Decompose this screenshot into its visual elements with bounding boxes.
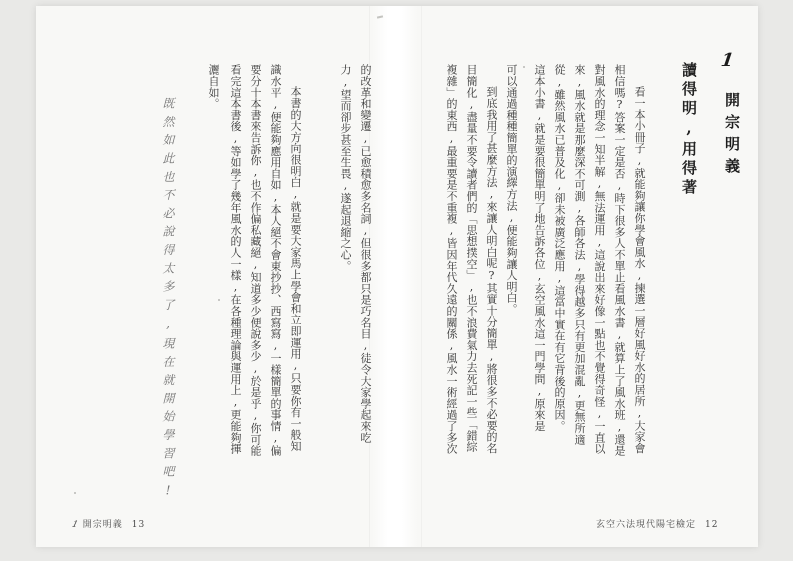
footer-chapter-number: 1 (70, 520, 80, 530)
left-page-footer (72, 517, 145, 530)
text-column: 來,風水就是那麼深不可測,各師各法,學得越多只有更加混亂,更無所適 (573, 64, 586, 445)
dust-speck (523, 66, 525, 68)
text-column: 看完這本書後,等如學了幾年風水的人一樣,在各種理論與運用上,更能夠揮 (229, 64, 242, 455)
footer-chapter-title: 開宗明義 (82, 520, 123, 530)
dust-speck (218, 299, 220, 301)
page-number: 12 (705, 520, 719, 530)
chapter-title: 開宗明義 (723, 92, 741, 180)
text-column: 複雜」的東西,最重要是不重複,皆因年代久遠的關係,風水一術經過了多次 (445, 64, 458, 455)
text-column: 力,望而卻步甚至生畏,遂起退縮之心。 (339, 64, 352, 272)
text-column: 可以通過種種簡單的演繹方法,便能夠讓人明白。 (505, 64, 518, 315)
footer-book-title: 玄空六法現代陽宅檢定 (596, 520, 697, 530)
dust-speck (74, 492, 76, 494)
text-column: 看一本小冊子,就能夠讓你學會風水,揀選一層好風好水的居所,大家會 (633, 86, 646, 454)
section-heading: 讀得明,用得著 (680, 62, 698, 198)
text-column: 的改革和變遷,已愈積愈多名詞,但很多都只是巧名目,徒令大家學起來吃 (359, 64, 372, 443)
text-column: 灑自如。 (207, 64, 220, 110)
page-gutter (372, 6, 418, 547)
text-column: 從,雖然風水已普及化,卻未被廣泛應用,這當中實在有它背後的原因。 (553, 64, 566, 432)
chapter-number: 1 (719, 50, 736, 71)
text-column: 本書的大方向很明白,就是要大家馬上學會和立即運用,只要你有一般知 (289, 86, 302, 452)
right-page-footer (596, 517, 718, 530)
text-column: 要分十本書來告訴你,也不作偏私藏絕,知道多少便說多少,於是乎,你可能 (249, 64, 262, 457)
text-column: 目簡化,盡量不要令讀者們的「思想撲空」,也不浪費氣力去死記一些「錯綜 (465, 64, 478, 453)
text-column: 相信嗎?答案一定是否,時下很多人不單止看風水書,就算上了風水班,還是 (613, 64, 626, 457)
text-column: 對風水的理念一知半解,無法運用,這說出來好像一點也不覺得奇怪,一直以 (593, 64, 606, 455)
book-spread (36, 6, 758, 547)
text-column: 識水平,便能夠應用自如,本人絕不會東抄抄、西寫寫,一樣簡單的事情,偏 (269, 64, 282, 457)
text-column: 這本小書,就是要很簡單明了地告訴各位,玄空風水這一門學問,原來是 (533, 64, 546, 432)
text-column: 到底我用了甚麼方法,來讓人明白呢?其實十分簡單,將很多不必要的名 (485, 86, 498, 454)
handwritten-margin-note: 既然如此也不必說得太多了,現在就開始學習吧! (161, 97, 175, 504)
page-number: 13 (131, 520, 146, 530)
page-crease (421, 6, 422, 547)
